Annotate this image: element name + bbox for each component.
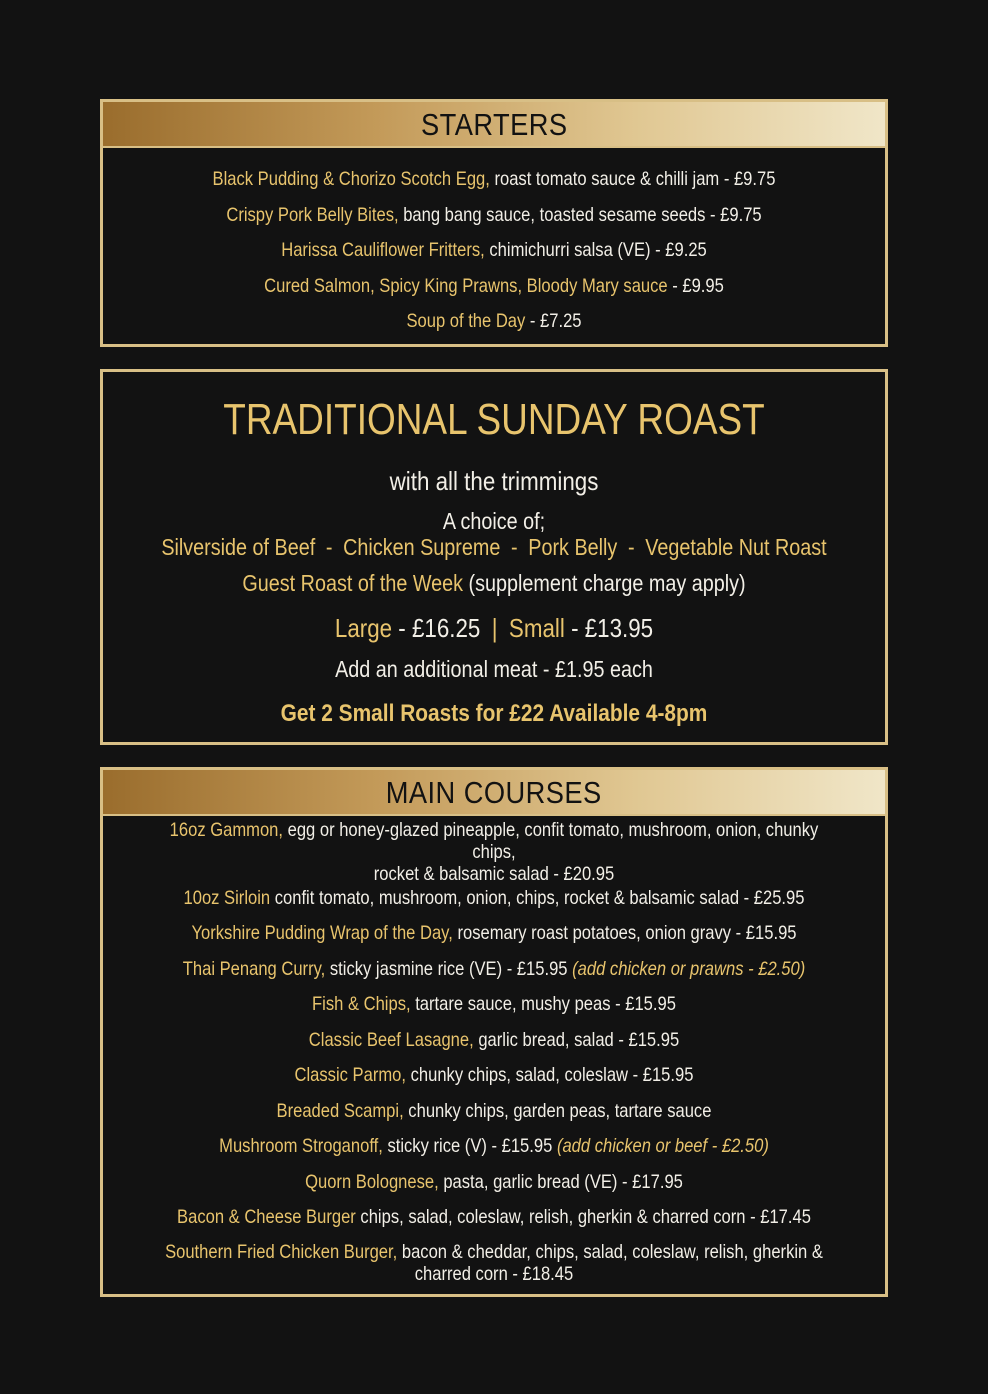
main-courses-title: MAIN COURSES <box>386 774 602 810</box>
main-course-name: Bacon & Cheese Burger <box>177 1206 356 1229</box>
main-course-item <box>162 1236 827 1292</box>
main-course-item <box>162 1094 827 1130</box>
main-course-name: Quorn Bolognese, <box>305 1170 439 1193</box>
main-course-name: 16oz Gammon, <box>169 819 283 842</box>
roast-small-price: - £13.95 <box>571 613 654 643</box>
starter-item-desc: - £9.95 <box>672 274 724 297</box>
main-course-line <box>312 994 676 1016</box>
starter-item-name: Cured Salmon, Spicy King Prawns, Bloody Mary sauce <box>264 274 668 297</box>
roast-separator: - <box>325 534 333 560</box>
main-course-line: charred corn - £18.45 <box>414 1263 574 1285</box>
main-course-desc: chunky chips, salad, coleslaw - £15.95 <box>410 1064 694 1087</box>
starter-item-desc: chimichurri salsa (VE) - £9.25 <box>489 239 707 261</box>
main-course-line: rocket & balsamic salad - £20.95 <box>373 862 615 885</box>
roast-choice-list <box>158 536 831 559</box>
roast-title: TRADITIONAL SUNDAY ROAST <box>223 395 765 444</box>
main-course-item <box>162 1059 827 1095</box>
main-course-extra: (add chicken or beef - £2.50) <box>556 1135 769 1158</box>
main-course-line <box>184 888 805 910</box>
main-course-name: Fish & Chips, <box>312 993 411 1016</box>
starters-title: STARTERS <box>420 106 568 142</box>
starter-item-name: Soup of the Day <box>406 310 526 332</box>
main-course-desc: tartare sauce, mushy peas - £15.95 <box>415 993 676 1016</box>
sunday-roast-panel <box>100 369 888 745</box>
starter-item-name: Harissa Cauliflower Fritters, <box>281 239 485 261</box>
roast-choice: Silverside of Beef <box>161 534 316 560</box>
main-course-item <box>162 1201 827 1237</box>
main-course-name: Breaded Scampi, <box>276 1099 404 1122</box>
main-course-line <box>219 1136 769 1158</box>
starter-item <box>162 162 827 198</box>
main-course-line <box>305 1172 683 1194</box>
main-course-name: Mushroom Stroganoff, <box>219 1135 383 1158</box>
roast-choice: Pork Belly <box>528 534 618 560</box>
main-course-item <box>162 917 827 953</box>
main-course-name: Southern Fried Chicken Burger, <box>165 1241 398 1264</box>
main-course-desc: sticky rice (V) - £15.95 <box>387 1135 553 1158</box>
main-course-desc: pasta, garlic bread (VE) - £17.95 <box>443 1170 683 1193</box>
roast-choice: Vegetable Nut Roast <box>645 534 827 560</box>
main-course-item <box>162 988 827 1024</box>
main-course-desc: garlic bread, salad - £15.95 <box>478 1028 680 1051</box>
main-course-name: Classic Beef Lasagne, <box>308 1028 474 1051</box>
main-course-line <box>191 923 796 945</box>
roast-guest-line <box>158 572 831 595</box>
main-course-line <box>277 1101 712 1123</box>
starters-list <box>103 148 885 340</box>
main-course-line <box>295 1065 694 1087</box>
roast-guest-note: (supplement charge may apply) <box>468 570 746 596</box>
roast-large-price: - £16.25 <box>398 613 481 643</box>
roast-guest-name: Guest Roast of the Week <box>242 570 464 596</box>
main-course-item <box>162 952 827 988</box>
roast-choice-intro: A choice of; <box>442 508 546 534</box>
main-course-name: Yorkshire Pudding Wrap of the Day, <box>191 922 453 945</box>
main-course-desc: confit tomato, mushroom, onion, chips, rocket & balsamic salad - £25.95 <box>274 886 805 909</box>
starter-item-desc: roast tomato sauce & chilli jam - £9.75 <box>494 168 776 190</box>
main-course-item <box>162 819 827 885</box>
roast-subtitle: with all the trimmings <box>389 466 599 496</box>
main-course-desc: sticky jasmine rice (VE) - £15.95 <box>329 957 568 980</box>
starter-item <box>162 269 827 305</box>
main-course-line <box>183 959 805 981</box>
main-course-desc: rosemary roast potatoes, onion gravy - £15.95 <box>457 922 797 945</box>
starters-panel <box>100 99 888 347</box>
roast-small-label: Small <box>508 613 565 643</box>
roast-additional-meat: Add an additional meat - £1.95 each <box>335 656 653 682</box>
main-course-name: 10oz Sirloin <box>183 886 271 909</box>
starter-item <box>162 233 827 269</box>
roast-price-line <box>158 615 831 641</box>
roast-separator: - <box>627 534 635 560</box>
main-course-line <box>309 1030 679 1052</box>
main-course-desc: chips, salad, coleslaw, relish, gherkin & charred corn - £17.45 <box>360 1206 811 1229</box>
starter-item-desc: bang bang sauce, toasted sesame seeds - £9.75 <box>403 203 762 226</box>
starter-item-name: Crispy Pork Belly Bites, <box>226 203 399 226</box>
main-course-line <box>162 820 827 864</box>
starter-item-desc: - £7.25 <box>529 310 582 332</box>
main-course-name: Thai Penang Curry, <box>182 957 326 980</box>
main-course-line <box>177 1207 811 1229</box>
starter-item <box>162 198 827 234</box>
roast-offer: Get 2 Small Roasts for £22 Available 4-8pm <box>280 700 708 727</box>
main-course-desc: egg or honey-glazed pineapple, confit tomato, mushroom, onion, chunky chips, <box>287 819 819 864</box>
main-course-name: Classic Parmo, <box>294 1064 406 1087</box>
starter-item-name: Black Pudding & Chorizo Scotch Egg, <box>212 168 490 190</box>
starters-header <box>103 102 885 148</box>
main-course-item <box>162 1130 827 1166</box>
main-courses-list <box>103 816 885 1292</box>
main-course-desc: bacon & cheddar, chips, salad, coleslaw, relish, gherkin & <box>401 1241 823 1264</box>
roast-separator: - <box>511 534 518 560</box>
main-courses-header <box>103 770 885 816</box>
main-course-line <box>165 1242 823 1264</box>
main-course-item <box>162 1165 827 1201</box>
main-courses-panel <box>100 767 888 1297</box>
roast-choice: Chicken Supreme <box>343 534 501 560</box>
main-course-extra: (add chicken or prawns - £2.50) <box>572 957 806 980</box>
main-course-item <box>162 1023 827 1059</box>
roast-size-divider: | <box>491 613 498 643</box>
main-course-item <box>162 881 827 917</box>
starter-item <box>162 304 827 340</box>
main-course-desc: chunky chips, garden peas, tartare sauce <box>408 1099 712 1122</box>
roast-large-label: Large <box>334 613 393 643</box>
